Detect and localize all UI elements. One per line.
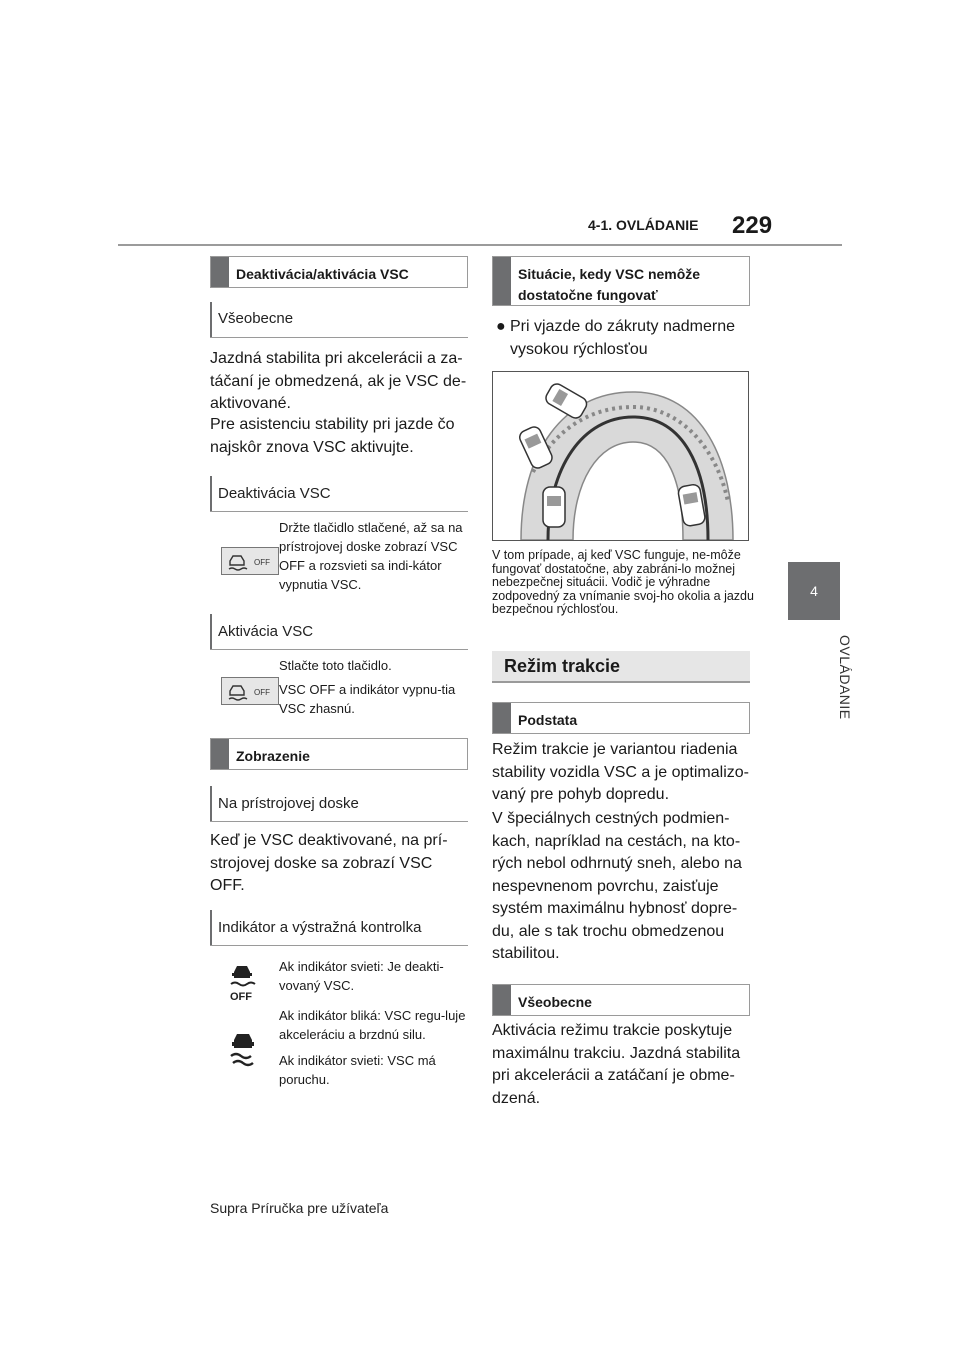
- vsc-indicator-icon: [228, 1030, 258, 1070]
- curve-illustration: [492, 371, 749, 541]
- chapter-tab-label: OVLÁDANIE: [837, 635, 853, 720]
- bullet-text: Pri vjazde do zákruty nadmerne vysokou rýchlosťou: [510, 318, 735, 358]
- chapter-title: 4-1. OVLÁDANIE: [588, 217, 699, 233]
- indikator-fault-text: Ak indikátor svieti: VSC má poruchu.: [279, 1053, 436, 1087]
- svg-text:OFF: OFF: [230, 991, 252, 1002]
- vsc-off-button-image: [221, 547, 279, 575]
- subheader-text: Na prístrojovej doske: [218, 795, 359, 812]
- svg-text:OFF: OFF: [254, 688, 270, 697]
- paragraph-traction-conditions: V špeciálnych cestných podmien-kach, napríklad na cestách, na kto-rých nebol odhrnutý sneh, alebo na nespevnenom povrchu, zaisťuje systém maximálnu hybnosť dopre-du, ale s tak trochu obmedzenou stabilitou.: [492, 810, 742, 962]
- subheader-vseobecne: [210, 302, 468, 338]
- section-title-text: Režim trakcie: [504, 656, 621, 676]
- deaktivacia-instructions: Držte tlačidlo stlačené, až sa na prístrojovej doske zobrazí VSC OFF a rozsvieti sa indi-kátor vypnutia VSC.: [279, 520, 463, 592]
- svg-text:OFF: OFF: [254, 558, 270, 567]
- chapter-tab: [788, 562, 840, 620]
- vsc-off-icon: [222, 548, 278, 574]
- subheader-deaktivacia-vsc: [210, 476, 468, 512]
- subheader-aktivacia-vsc: [210, 614, 468, 650]
- page-number: 229: [732, 212, 773, 239]
- section-header-podstata: [492, 702, 750, 734]
- subheader-text: Indikátor a výstražná kontrolka: [218, 919, 422, 936]
- subheader-text: Deaktivácia VSC: [218, 485, 331, 502]
- footer-manual-title: Supra Príručka pre užívateľa: [210, 1200, 389, 1216]
- indikator-blink-text: Ak indikátor bliká: VSC regu-luje akceleráciu a brzdnú silu.: [279, 1008, 466, 1042]
- paragraph-traction-activation: Aktivácia režimu trakcie poskytuje maximálnu trakciu. Jazdná stabilita pri akcelerácii a zatáčaní je obme-dzená.: [492, 1022, 741, 1107]
- figure-caption: V tom prípade, aj keď VSC funguje, ne-môže fungovať dostatočne, aby zabráni-lo možnej nebezpečnej situácii. Vodič je výhradne zodpovedný za vnímanie svoj-ho okolia a jazdu bezpečnou rýchlosťou.: [492, 548, 754, 616]
- subheader-text: Všeobecne: [218, 310, 294, 327]
- paragraph-vsc-off-display: Keď je VSC deaktivované, na prí-strojovej doske sa zobrazí VSC OFF.: [210, 832, 448, 894]
- aktivacia-step1: Stlačte toto tlačidlo.: [279, 658, 392, 673]
- subheader-text: Aktivácia VSC: [218, 623, 314, 640]
- section-header-text: Všeobecne: [518, 994, 592, 1010]
- car-icon: [543, 381, 589, 420]
- section-header-situacie: [492, 256, 750, 306]
- paragraph-stability: Jazdná stabilita pri akcelerácii a za-táčaní je obmedzená, ak je VSC de-aktivované.: [210, 350, 467, 412]
- section-header-zobrazenie: [210, 738, 468, 770]
- paragraph-assist: Pre asistenciu stability pri jazde čo najskôr znova VSC aktivujte.: [210, 416, 455, 456]
- subheader-pristrojova-doska: [210, 786, 468, 822]
- section-title-rezim-trakcie: [492, 651, 750, 683]
- paragraph-traction-definition: Režim trakcie je variantou riadenia stability vozidla VSC a je optimalizo-vaný pre pohyb dopredu.: [492, 741, 749, 803]
- subheader-indikator: [210, 910, 468, 946]
- indikator-off-text: Ak indikátor svieti: Je deakti-vovaný VSC.: [279, 959, 444, 993]
- section-header-text: Podstata: [518, 712, 578, 728]
- car-icon: [517, 425, 554, 471]
- vsc-off-icon: [222, 678, 278, 704]
- header-divider: [118, 244, 842, 246]
- section-header-deaktivacia: [210, 256, 468, 288]
- section-header-text: Situácie, kedy VSC nemôže dostatočne fungovať: [518, 266, 701, 303]
- aktivacia-step2: VSC OFF a indikátor vypnu-tia VSC zhasnú.: [279, 682, 456, 716]
- bullet-dot: ●: [496, 318, 506, 335]
- car-icon: [543, 487, 565, 527]
- section-header-vseobecne: [492, 984, 750, 1016]
- vsc-off-indicator-icon: [228, 962, 256, 1002]
- section-header-text: Zobrazenie: [236, 748, 310, 764]
- vsc-off-button-image-2: [221, 677, 279, 705]
- section-header-text: Deaktivácia/aktivácia VSC: [236, 266, 409, 282]
- chapter-tab-number: 4: [810, 583, 818, 599]
- road-curve-drawing: [493, 372, 748, 540]
